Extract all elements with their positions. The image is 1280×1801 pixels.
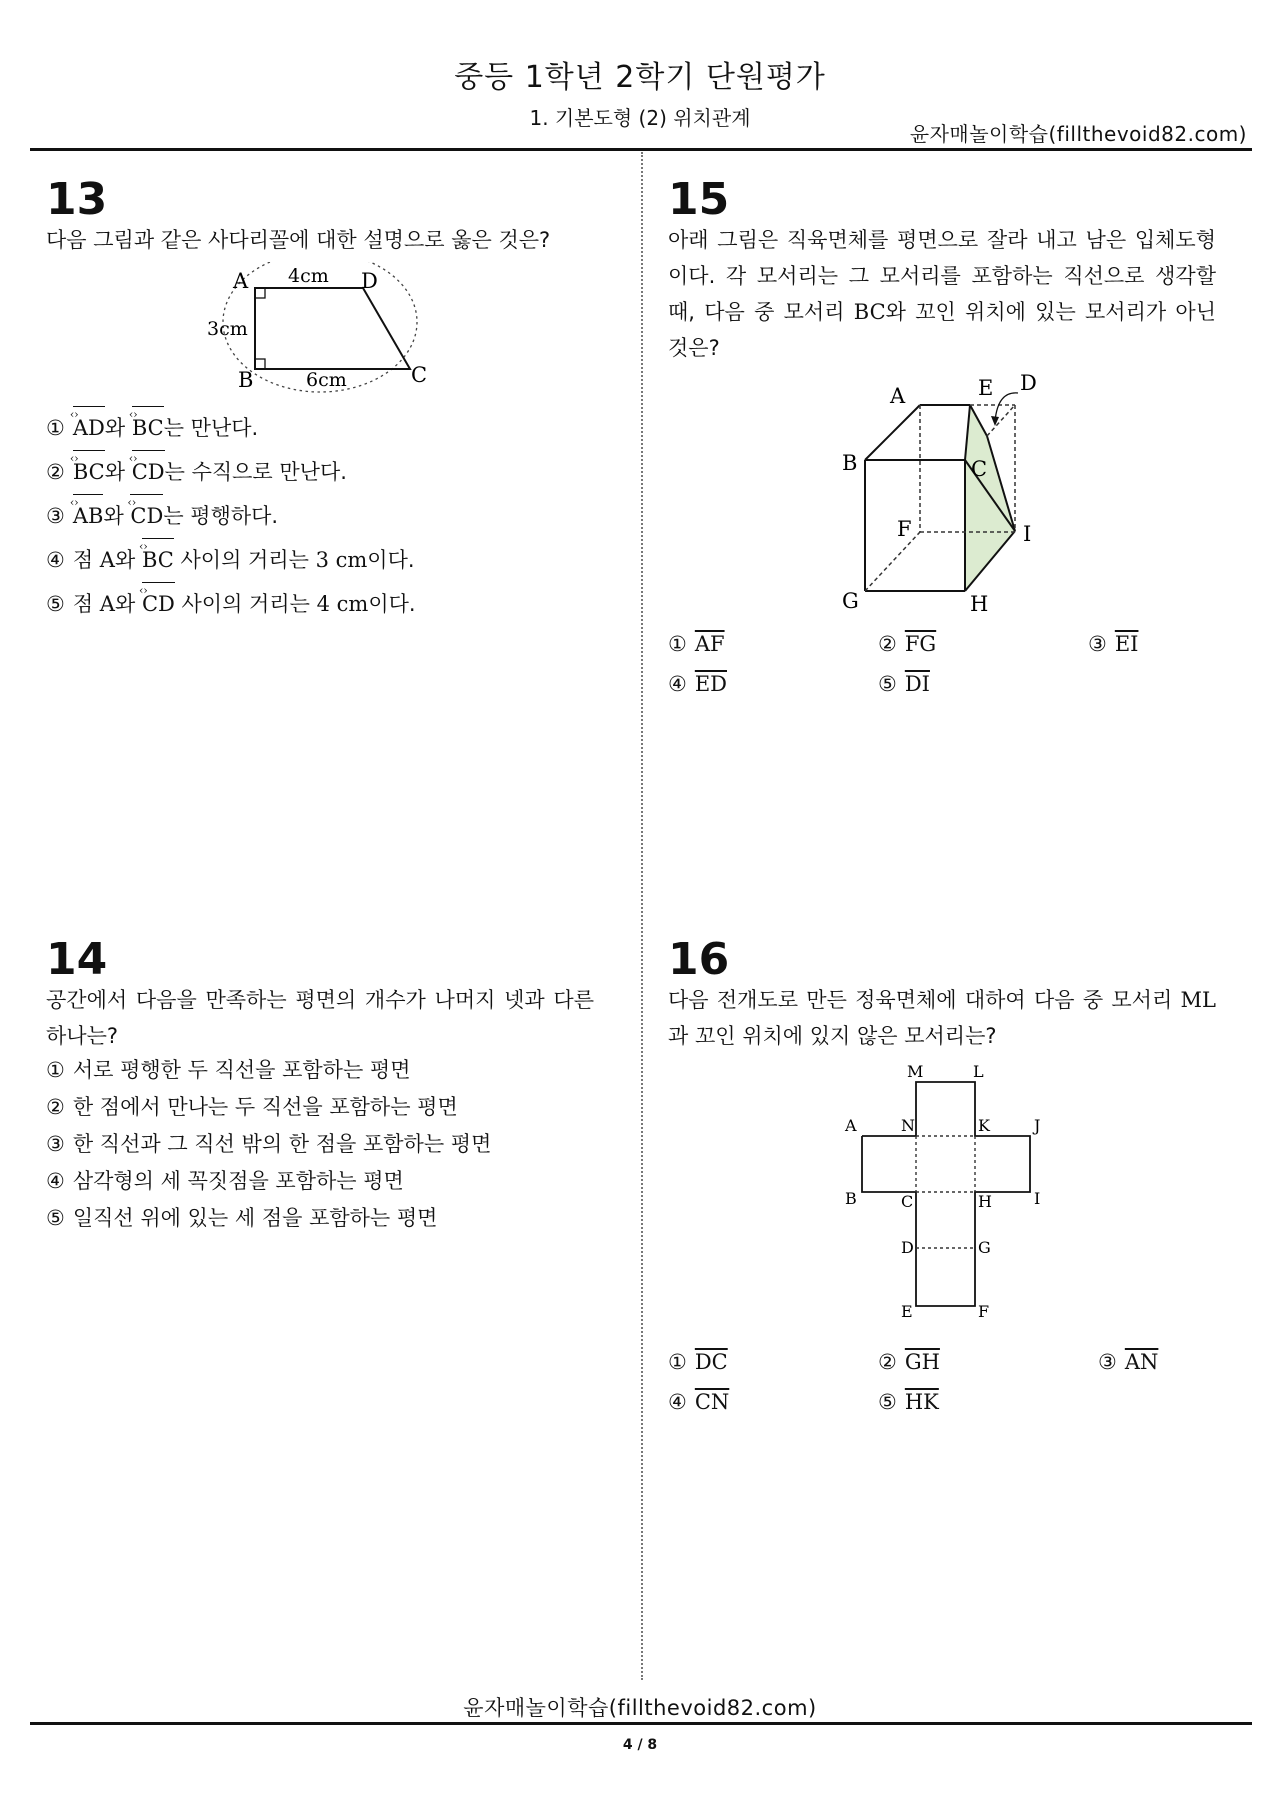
option-3[interactable]: ③ $\overline{EI}$ [1088, 632, 1139, 656]
vertex-label: D [361, 269, 378, 293]
question-number: 14 [46, 934, 108, 985]
option-4[interactable]: ④ $\overline{CN}$ [668, 1390, 730, 1414]
vertex-label: E [978, 376, 994, 400]
vertex-label: E [901, 1302, 913, 1321]
footer-rule [30, 1722, 1252, 1725]
vertex-label: A [890, 384, 906, 408]
vertex-label: C [901, 1192, 914, 1211]
length-label: 4cm [288, 265, 329, 287]
vertex-label: B [842, 451, 858, 475]
option-5[interactable]: ⑤ 일직선 위에 있는 세 점을 포함하는 평면 [46, 1206, 438, 1230]
question-text: 공간에서 다음을 만족하는 평면의 개수가 나머지 넷과 다른 하나는? [46, 988, 594, 1048]
cut-cuboid-figure [830, 366, 1060, 616]
option-2[interactable]: ② $\overline{FG}$ [878, 632, 937, 656]
vertex-label: A [233, 269, 249, 293]
header-rule [30, 148, 1252, 151]
length-label: 3cm [207, 318, 248, 340]
option-5[interactable]: ⑤ $\overline{HK}$ [878, 1390, 939, 1414]
option-5[interactable]: ⑤ $\overline{DI}$ [878, 672, 930, 696]
column-divider [641, 152, 643, 1680]
vertex-label: F [897, 517, 912, 541]
question-text: 다음 그림과 같은 사다리꼴에 대한 설명으로 옳은 것은? [46, 228, 551, 252]
option-1[interactable]: ① AD ‹›와 BC ‹›는 만난다. [46, 404, 416, 448]
q14-options [46, 1052, 491, 1237]
vertex-label: F [978, 1302, 990, 1321]
vertex-label: D [901, 1238, 914, 1257]
question-text: 아래 그림은 직육면체를 평면으로 잘라 내고 남은 입체도형이다. 각 모서리는 그 모서리를 포함하는 직선으로 생각할 때, 다음 중 모서리 BC와 꼬인 위치에 있는 모서리가 아닌 것은? [668, 228, 1216, 360]
footer-brand: 윤자매놀이학습(fillthevoid82.com) [463, 1696, 817, 1720]
question-number: 15 [668, 174, 730, 225]
vertex-label: G [978, 1238, 991, 1257]
vertex-label: N [901, 1116, 915, 1135]
question-number: 13 [46, 174, 108, 225]
cut-face [965, 405, 1015, 591]
page-title: 중등 1학년 2학기 단원평가 [454, 60, 826, 95]
vertex-label: K [978, 1116, 990, 1135]
vertex-label: H [978, 1192, 992, 1211]
q13-options [46, 404, 416, 624]
vertex-label: G [842, 589, 859, 613]
vertex-label: L [973, 1062, 984, 1081]
option-4[interactable]: ④ $\overline{ED}$ [668, 672, 727, 696]
page-number: 4 / 8 [622, 1737, 658, 1753]
vertex-label: A [845, 1116, 857, 1135]
option-3[interactable]: ③ $\overline{AN}$ [1098, 1350, 1159, 1374]
vertex-label: J [1034, 1116, 1041, 1135]
option-2[interactable]: ② $\overline{GH}$ [878, 1350, 940, 1374]
header-brand: 윤자매놀이학습(fillthevoid82.com) [909, 122, 1247, 146]
right-angle-mark [255, 359, 265, 369]
option-4[interactable]: ④ 점 A와 BC ‹› 사이의 거리는 3 cm이다. [46, 536, 416, 580]
right-angle-mark [255, 288, 265, 298]
cube-net-figure [830, 1054, 1060, 1324]
vertex-label: D [1020, 371, 1037, 395]
option-1[interactable]: ① 서로 평행한 두 직선을 포함하는 평면 [46, 1058, 411, 1082]
option-1[interactable]: ① $\overline{AF}$ [668, 632, 725, 656]
option-5[interactable]: ⑤ 점 A와 CD ‹› 사이의 거리는 4 cm이다. [46, 580, 416, 624]
option-2[interactable]: ② 한 점에서 만나는 두 직선을 포함하는 평면 [46, 1095, 458, 1119]
vertex-label: C [411, 363, 428, 387]
option-4[interactable]: ④ 삼각형의 세 꼭짓점을 포함하는 평면 [46, 1169, 404, 1193]
trapezoid-figure [200, 262, 460, 397]
option-2[interactable]: ② BC ‹›와 CD ‹›는 수직으로 만난다. [46, 448, 416, 492]
vertex-label: H [970, 592, 989, 616]
question-text: 다음 전개도로 만든 정육면체에 대하여 다음 중 모서리 ML과 꼬인 위치에 있지 않은 모서리는? [668, 988, 1216, 1048]
vertex-label: B [238, 368, 254, 392]
vertex-label: M [907, 1062, 924, 1081]
option-3[interactable]: ③ 한 직선과 그 직선 밖의 한 점을 포함하는 평면 [46, 1132, 492, 1156]
vertex-label: I [1034, 1189, 1041, 1208]
trapezoid-shape [255, 288, 410, 369]
vertex-label: C [971, 457, 988, 481]
vertex-label: B [845, 1189, 857, 1208]
page-subtitle: 1. 기본도형 (2) 위치관계 [529, 106, 751, 130]
option-1[interactable]: ① $\overline{DC}$ [668, 1350, 728, 1374]
question-number: 16 [668, 934, 730, 985]
length-label: 6cm [306, 369, 347, 391]
vertex-label: I [1023, 522, 1032, 546]
option-3[interactable]: ③ AB ‹›와 CD ‹›는 평행하다. [46, 492, 416, 536]
